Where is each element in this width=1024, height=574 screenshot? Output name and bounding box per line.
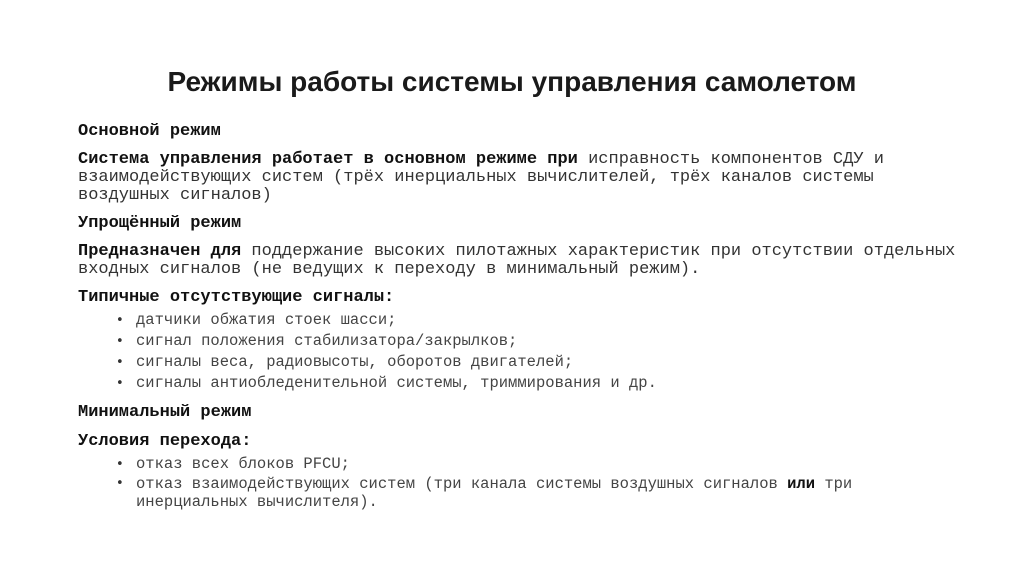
bullet-icon: • xyxy=(116,476,124,491)
list-item xyxy=(78,310,958,331)
list-item xyxy=(78,475,958,511)
list-item-text-end: три инерциальных вычислителя). xyxy=(136,475,853,511)
bullet-icon: • xyxy=(116,457,124,472)
slide-title: Режимы работы системы управления самолетом xyxy=(167,66,857,97)
simplified-mode-description xyxy=(78,243,958,279)
list-item xyxy=(78,373,958,394)
list-item-text: сигнал положения стабилизатора/закрылков; xyxy=(136,332,518,350)
main-mode-lead: Система управления работает в основном режиме при xyxy=(78,150,578,169)
heading-transition-conditions: Условия перехода: xyxy=(78,432,252,451)
list-item-text: отказ всех блоков PFCU; xyxy=(136,455,350,473)
heading-main-mode: Основной режим xyxy=(78,122,221,141)
missing-signals-list xyxy=(78,310,958,394)
simplified-mode-text: поддержание высоких пилотажных характеристик при отсутствии отдельных входных сигналов (не ведущих к переходу в минимальный режим). xyxy=(78,242,956,279)
list-item-text: сигналы антиобледенительной системы, триммирования и др. xyxy=(136,374,657,392)
main-mode-description xyxy=(78,151,958,205)
bullet-icon: • xyxy=(116,313,124,328)
list-item xyxy=(78,352,958,373)
bullet-icon: • xyxy=(116,376,124,391)
main-mode-text: исправность компонентов СДУ и взаимодействующих систем (трёх инерциальных вычислителей, трёх каналов системы воздушных сигналов) xyxy=(78,150,884,205)
list-item xyxy=(78,331,958,352)
heading-minimal-mode: Минимальный режим xyxy=(78,403,252,422)
slide-content xyxy=(78,122,958,511)
heading-missing-signals: Типичные отсутствующие сигналы: xyxy=(78,288,395,307)
list-item xyxy=(78,454,958,475)
emphasis-or: или xyxy=(787,475,816,493)
list-item-text: датчики обжатия стоек шасси; xyxy=(136,311,397,329)
bullet-icon: • xyxy=(116,334,124,349)
transition-conditions-list xyxy=(78,454,958,511)
list-item-text: отказ взаимодействующих систем (три канала системы воздушных сигналов xyxy=(136,475,788,493)
simplified-mode-lead: Предназначен для xyxy=(78,242,242,261)
list-item-text: сигналы веса, радиовысоты, оборотов двигателей; xyxy=(136,353,574,371)
bullet-icon: • xyxy=(116,355,124,370)
heading-simplified-mode: Упрощённый режим xyxy=(78,214,242,233)
